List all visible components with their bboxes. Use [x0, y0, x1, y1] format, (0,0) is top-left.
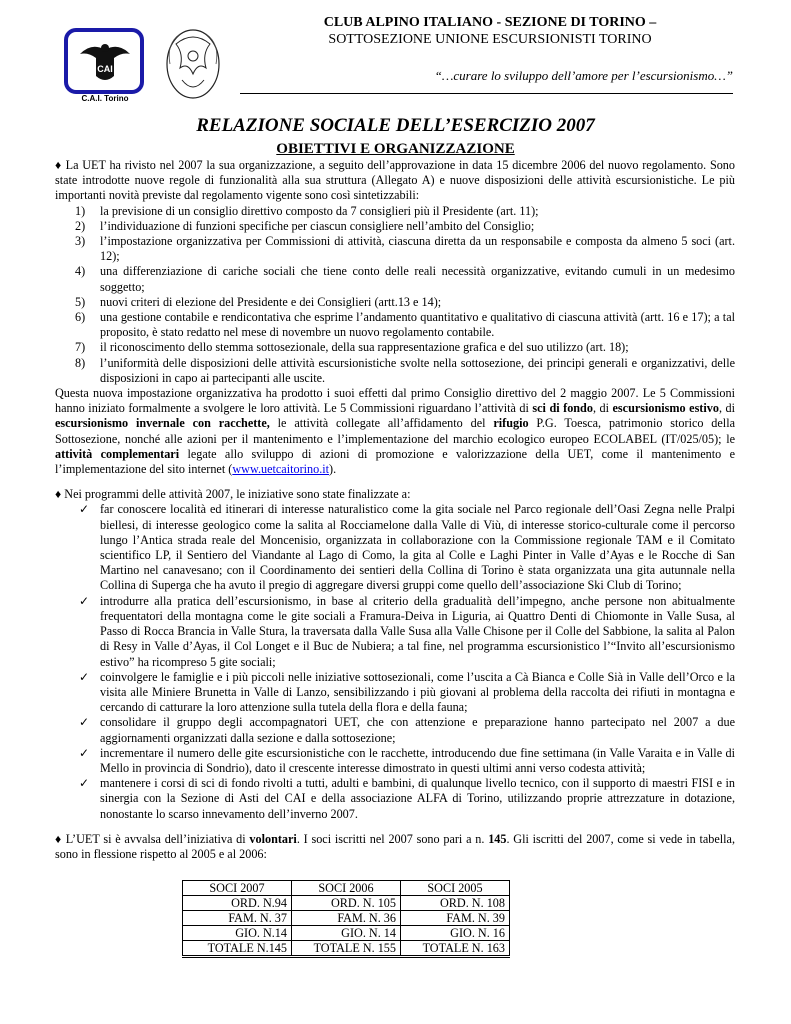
checkmark-icon: ✓: [79, 669, 90, 684]
intro-paragraph: ♦ La UET ha rivisto nel 2007 la sua organizzazione, a seguito dell’approvazione in data 15 dicembre 2006 del nuovo regolamento. Sono state introdotte nuove regole di funzionalità alla sua struttura (Allegato A) e nuove disposizioni delle attività escursionistiche. Le più importanti novità previste dal regolamento vigente sono così sintetizzabili:: [55, 158, 735, 203]
novita-item: 1) la previsione di un consiglio direttivo composto da 7 consiglieri più il Presidente (art. 11);: [75, 203, 539, 218]
checkmark-icon: ✓: [79, 502, 90, 517]
website-link[interactable]: www.uetcaitorino.it: [232, 462, 330, 477]
table-cell: ORD. N. 108: [401, 896, 510, 911]
table-cell: FAM. N. 39: [401, 911, 510, 926]
checkmark-icon: ✓: [79, 715, 90, 730]
table-cell: TOTALE N.145: [183, 941, 292, 957]
programmi-item: ✓ coinvolgere le famiglie e i più piccoli nelle iniziative sottosezionali, come l’uscita a Cà Bianca e Colle Sià in Valle dell’Orco e la visita alle Miniere Brunetta in Valle di Lanzo, sensibilizzando i più giovani al problema della raccolta dei rifiuti in montagna e cercando di catturare la loro attenzione sulla tutela della flora e della fauna;: [79, 669, 735, 715]
header: [240, 14, 740, 48]
programmi-lead: ♦ Nei programmi delle attività 2007, le iniziative sono state finalizzate a:: [55, 487, 411, 502]
club-name: CLUB ALPINO ITALIANO - SEZIONE DI TORINO –: [323, 15, 657, 30]
table-header-cell: SOCI 2006: [292, 881, 401, 896]
uet-emblem-icon: [162, 24, 224, 104]
table-cell: TOTALE N. 163: [401, 941, 510, 957]
novita-item: 4) una differenziazione di cariche sociali che tiene conto delle reali necessità organizzative, evitando cumuli in un medesimo soggetto;: [75, 264, 735, 294]
table-cell: GIO. N. 14: [292, 926, 401, 941]
table-cell: GIO. N. 16: [401, 926, 510, 941]
checkmark-icon: ✓: [79, 745, 90, 760]
novita-item: 7) il riconoscimento dello stemma sottosezionale, della sua rappresentazione grafica e del suo utilizzo (art. 18);: [75, 340, 629, 355]
table-cell: TOTALE N. 155: [292, 941, 401, 957]
table-row: [183, 941, 510, 957]
table-cell: FAM. N. 36: [292, 911, 401, 926]
table-row: [183, 911, 510, 926]
document-title: RELAZIONE SOCIALE DELL’ESERCIZIO 2007: [196, 115, 595, 136]
table-header-cell: SOCI 2005: [401, 881, 510, 896]
soci-table: [182, 880, 510, 958]
section-title: OBIETTIVI E ORGANIZZAZIONE: [276, 141, 515, 157]
checkmark-icon: ✓: [79, 776, 90, 791]
programmi-item: ✓ consolidare il gruppo degli accompagnatori UET, che con attenzione e preparazione hanno partecipato nel 2007 a due aggiornamenti organizzati dalla sezione e dalla sottosezione;: [79, 715, 735, 745]
motto: “…curare lo sviluppo dell’amore per l’escursionismo…”: [434, 68, 733, 83]
novita-list: [55, 204, 735, 386]
programmi-item: ✓ introdurre alla pratica dell’escursionismo, in base al criterio della gradualità dell’impegno, anche persone non abitualmente frequentatori della montagna come le gite sociali a Framura-Deiva in Liguria, ai Quattro Denti di Chiomonte in Valle Susa, al Passo di Rocca Brancia in Valle Stura, la traversata dalla Valle Susa alla Valle Chisone per il Colle del Sabbione, la salita al Palon di Resy in Valle d’Ayas, il Col Longet e il Buc de Nubiera; a tal fine, nel programma escursionistico l’“Invito all’escursionismo estivo” ha ricompreso 5 gite sociali;: [79, 593, 735, 669]
volontari-paragraph: ♦ L’UET si è avvalsa dell’iniziativa di volontari. I soci iscritti nel 2007 sono pari a n. 145. Gli iscritti del 2007, come si vede in tabella, sono in flessione rispetto al 2005 e al 2006:: [55, 831, 735, 861]
svg-text:CAI: CAI: [97, 64, 113, 74]
novita-item: 6) una gestione contabile e rendicontativa che esprime l’andamento quantitativo e qualitativo di ciascuna attività (artt. 16 e 17); a tal proposito, è stato redatto nel mese di novembre un nuovo regolamento contabile.: [75, 310, 735, 340]
table-row: [183, 926, 510, 941]
checkmark-icon: ✓: [79, 593, 90, 608]
header-rule: [240, 93, 733, 94]
table-cell: GIO. N.14: [183, 926, 292, 941]
sottosezione-name: SOTTOSEZIONE UNIONE ESCURSIONISTI TORINO: [328, 32, 652, 47]
novita-item: 5) nuovi criteri di elezione del Presidente e dei Consiglieri (artt.13 e 14);: [75, 294, 442, 309]
table-cell: ORD. N. 105: [292, 896, 401, 911]
commissioni-paragraph: Questa nuova impostazione organizzativa ha prodotto i suoi effetti dal primo Consiglio direttivo del 2 maggio 2007. Le 5 Commissioni hanno iniziato formalmente a svolgere le loro attività. Le 5 Commissioni riguardano l’attività di sci di fondo, di escursionismo estivo, di escursionismo invernale con racchette, le attività collegate all’affidamento del rifugio P.G. Toesca, patrimonio storico della Sottosezione, nonché alle azioni per il mantenimento e l’implementazione del marchio ecologico europeo ECOLABEL (IT/025/05); le attività complementari legate allo sviluppo di azioni di promozione e valorizzazione della UET, come il mantenimento e l’implementazione del sito internet (www.uetcaitorino.it).: [55, 386, 735, 477]
novita-item: 3) l’impostazione organizzativa per Commissioni di attività, ciascuna diretta da un responsabile e composta da almeno 5 soci (art. 12);: [75, 234, 735, 264]
logo-caption: C.A.I. Torino: [81, 94, 129, 103]
document-body: [55, 158, 735, 862]
programmi-item: ✓ far conoscere località ed itinerari di interesse naturalistico come la gita sociale nel Parco regionale dell’Oasi Zegna nelle Pralpi biellesi, di interesse geologico come la salita al Rocciamelone dalla Valle di Viù, di interesse storico-culturale come il percorso lungo l’Antica strada reale del Moncenisio, organizzata in collaborazione con la Commissione regionale TAM e il Comitato scientifico LP, il Sentiero del Viandante al Lago di Como, la gita al Colle e Laghi Pinter in Valle d’Ayas e le Rocche di San Martino nel canavesano; con il Coordinamento dei sentieri della Collina di Torino è stata organizzata una gita autunnale nella Collina di Superga che ha avuto il pregio di aggregare diversi gruppi come quello dell’associazione Ski Club di Torino;: [79, 502, 735, 593]
table-row: [183, 896, 510, 911]
programmi-list: [55, 502, 735, 821]
novita-item: 2) l’individuazione di funzioni specifiche per ciascun consigliere nell’ambito del Consiglio;: [75, 218, 535, 233]
novita-item: 8) l’uniformità delle disposizioni delle attività escursionistiche svolte nella sottosezione, dei principi generali e organizzativi, delle disposizioni in capo ai partecipanti alle uscite.: [75, 355, 735, 385]
table-cell: FAM. N. 37: [183, 911, 292, 926]
table-header-cell: SOCI 2007: [183, 881, 292, 896]
programmi-item: ✓ incrementare il numero delle gite escursionistiche con le racchette, introducendo due fine settimana (in Valle Varaita e in Valle di Mello in provincia di Sondrio), dato il crescente interesse dimostrato in questi ultimi anni verso codesta attività;: [79, 745, 735, 775]
logo-area: [62, 28, 212, 108]
programmi-item: ✓ mantenere i corsi di sci di fondo rivolti a tutti, adulti e bambini, di qualunque livello tecnico, con il supporto di maestri FISI e in sinergia con la Sezione di Asti del CAI e della associazione ALFA di Torino, utilizzando proprie attrezzature in dotazione, nonostante lo scarso innevamento dell’inverno 2007.: [79, 776, 735, 821]
table-cell: ORD. N.94: [183, 896, 292, 911]
